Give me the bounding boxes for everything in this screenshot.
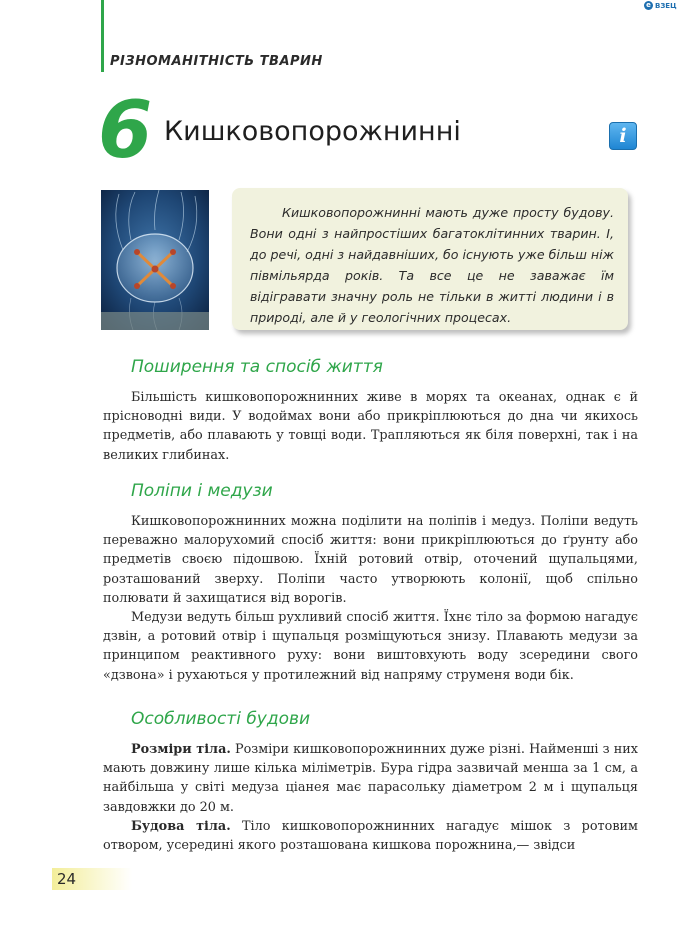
section-habitat-body [103, 388, 638, 465]
page-number: 24 [57, 870, 77, 888]
paragraph-lead: Будова тіла. [131, 818, 231, 834]
jellyfish-illustration [101, 190, 209, 330]
paragraph: Більшість кишковопорожнинних живе в морях та океанах, однак є й прісноводні види. У водоймах вони або прикріплюються до дна чи якихось предметів, або плавають у товщі води. Трапляються як біля поверхні, так і на великих глибинах. [103, 390, 638, 463]
paragraph [103, 740, 638, 817]
paragraph-text: Розміри кишковопорожнинних дуже різні. Найменші з них мають довжину лише кілька міліметрів. Бура гідра зазвичай менша за 1 см, а найбільша у світі медуза ціанея має парасольку діаметром 2 м і щупальця завдовжки до 20 м. [103, 742, 638, 815]
subheading-polyps-medusae: Поліпи і медузи [131, 481, 273, 501]
section-polyps-body [103, 512, 638, 685]
chapter-number: 6 [98, 86, 153, 176]
chapter-title: Кишковопорожнинні [164, 116, 461, 147]
paragraph: Медузи ведуть більш рухливий спосіб життя. Їхнє тіло за формою нагадує дзвін, а ротовий отвір і щупальця розміщуються знизу. Плавають медузи за принципом реактивного руху: вони виштовхують воду зсередини свого «дзвона» і рухаються у протилежний від напряму струменя води бік. [103, 610, 638, 683]
intro-box [232, 188, 628, 330]
publisher-logo-text: ВЗЕЦ [655, 1, 677, 10]
paragraph-lead: Розміри тіла. [131, 742, 231, 757]
jellyfish-photo [101, 190, 209, 330]
publisher-logo-icon: e [644, 1, 653, 10]
paragraph: Кишковопорожнинних можна поділити на поліпів і медуз. Поліпи ведуть переважно малорухомий спосіб життя: вони прикріплюються до ґрунту або предметів своєю підошвою. Їхній ротовий отвір, оточений щупальцями, розташований зверху. Поліпи часто утворюють колонії, щоб спільно полювати й захищатися від ворогів. [103, 514, 638, 606]
header-rule [101, 0, 104, 72]
publisher-logo [644, 1, 677, 10]
paragraph-text: Тіло кишковопорожнинних нагадує мішок з ротовим отвором, усередині якого розташована кишкова порожнина,— звідси [103, 818, 639, 854]
subheading-habitat: Поширення та спосіб життя [131, 357, 383, 377]
section-header: РІЗНОМАНІТНІСТЬ ТВАРИН [110, 54, 323, 69]
paragraph [103, 817, 638, 855]
intro-text: Кишковопорожнинні мають дуже просту будову. Вони одні з найпростіших багатоклітинних тварин. І, до речі, одні з найдавніших, бо існують уже більш ніж півмільярда років. Та все це не заважає їм відігравати значну роль не тільки в житті людини і в природі, але й у геологічних процесах. [250, 205, 614, 325]
section-structure-body [103, 740, 638, 855]
info-icon[interactable]: i [609, 122, 637, 150]
subheading-structure: Особливості будови [131, 709, 311, 729]
